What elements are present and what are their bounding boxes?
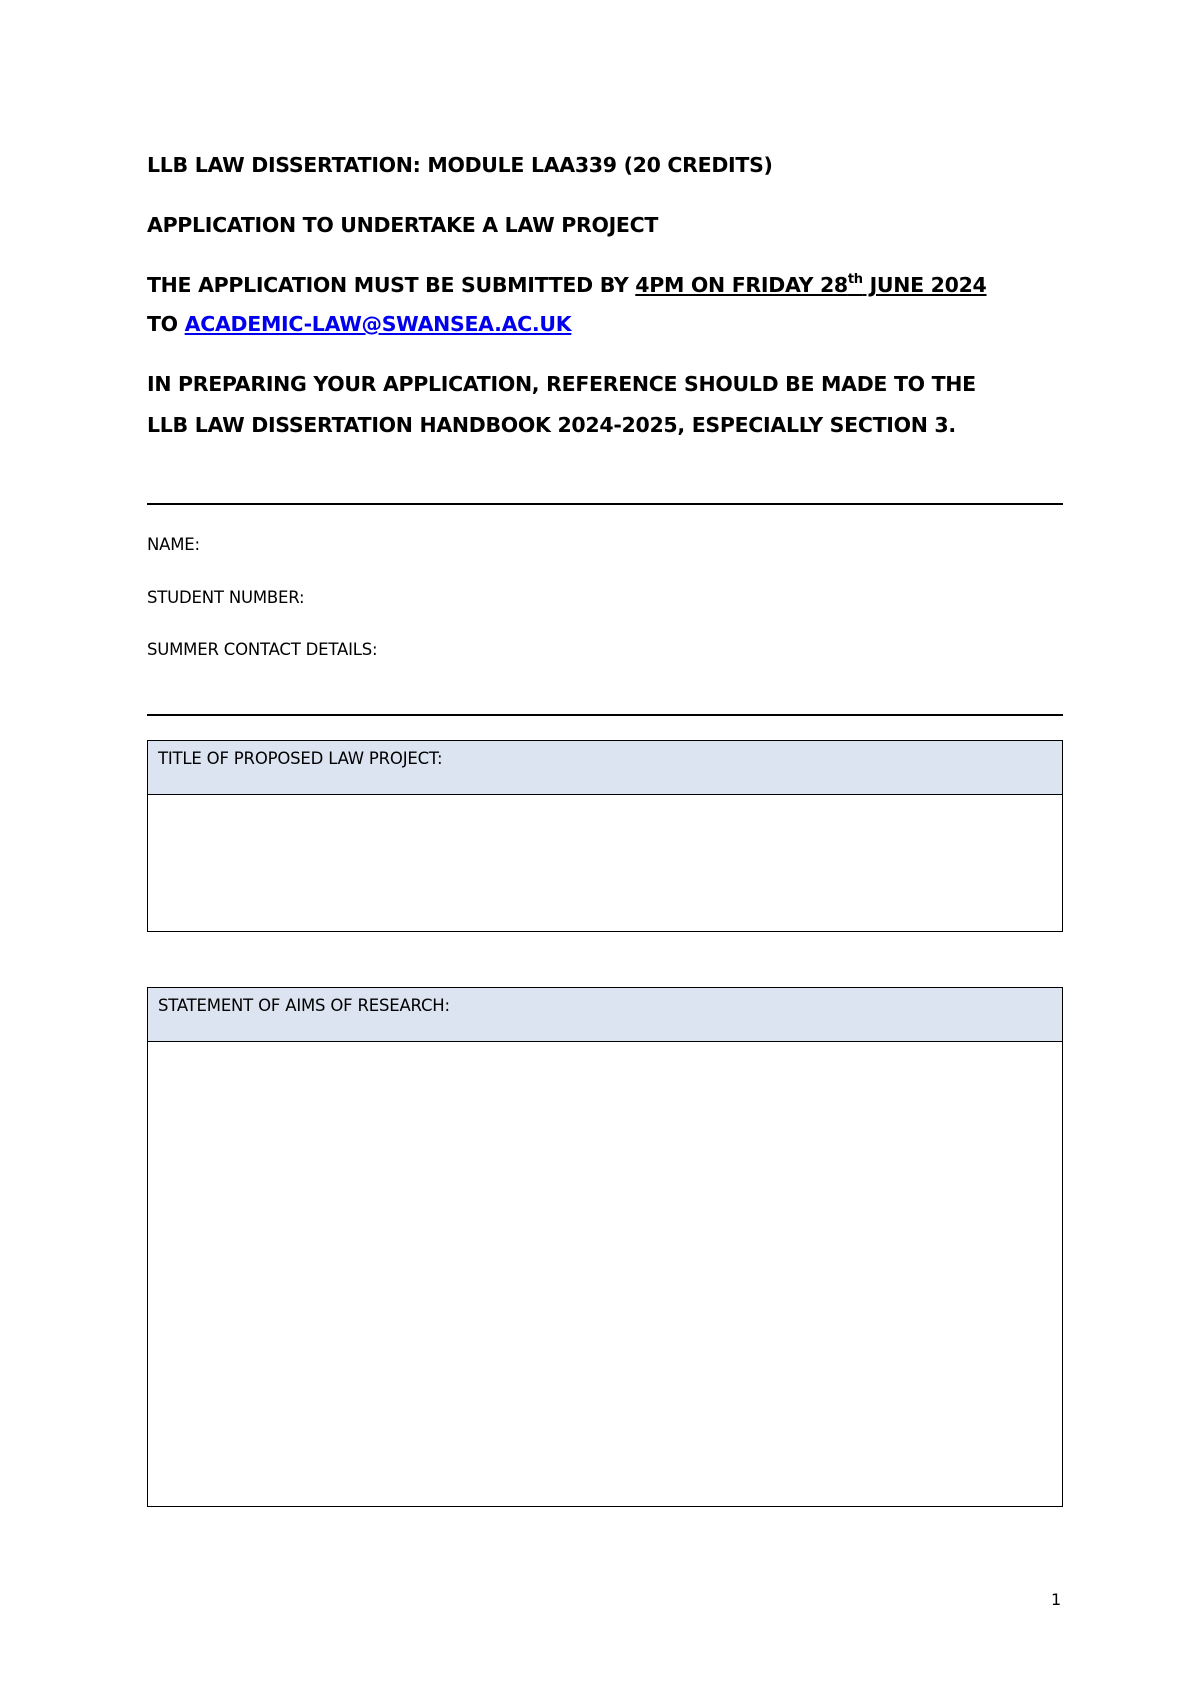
deadline-date-part-a: 4PM ON FRIDAY 28 <box>635 273 848 297</box>
deadline-prefix: THE APPLICATION MUST BE SUBMITTED BY <box>147 273 636 297</box>
research-aims-header: STATEMENT OF AIMS OF RESEARCH: <box>148 988 1062 1042</box>
research-aims-entry-area[interactable] <box>148 1042 1062 1506</box>
submission-email-line <box>147 312 571 336</box>
project-title-box <box>147 740 1063 932</box>
document-subtitle: APPLICATION TO UNDERTAKE A LAW PROJECT <box>147 213 659 237</box>
page-number: 1 <box>1051 1590 1062 1609</box>
deadline-date <box>635 273 986 297</box>
research-aims-box <box>147 987 1063 1507</box>
deadline-date-ordinal: th <box>847 272 863 287</box>
student-number-field-label: STUDENT NUMBER: <box>147 588 305 607</box>
deadline-line <box>147 273 987 297</box>
name-field-label: NAME: <box>147 535 200 554</box>
document-title: LLB LAW DISSERTATION: MODULE LAA339 (20 CREDITS) <box>147 153 773 177</box>
summer-contact-field-label: SUMMER CONTACT DETAILS: <box>147 640 378 659</box>
submission-email-link[interactable]: ACADEMIC-LAW@SWANSEA.AC.UK <box>184 312 572 336</box>
divider-bottom <box>147 714 1063 716</box>
project-title-header: TITLE OF PROPOSED LAW PROJECT: <box>148 741 1062 795</box>
reference-line-2: LLB LAW DISSERTATION HANDBOOK 2024-2025, ESPECIALLY SECTION 3. <box>147 413 956 437</box>
to-prefix: TO <box>147 312 185 336</box>
reference-line-1: IN PREPARING YOUR APPLICATION, REFERENCE SHOULD BE MADE TO THE <box>147 372 976 396</box>
project-title-entry-area[interactable] <box>148 795 1062 931</box>
deadline-date-part-b: JUNE 2024 <box>862 273 987 297</box>
divider-top <box>147 503 1063 505</box>
